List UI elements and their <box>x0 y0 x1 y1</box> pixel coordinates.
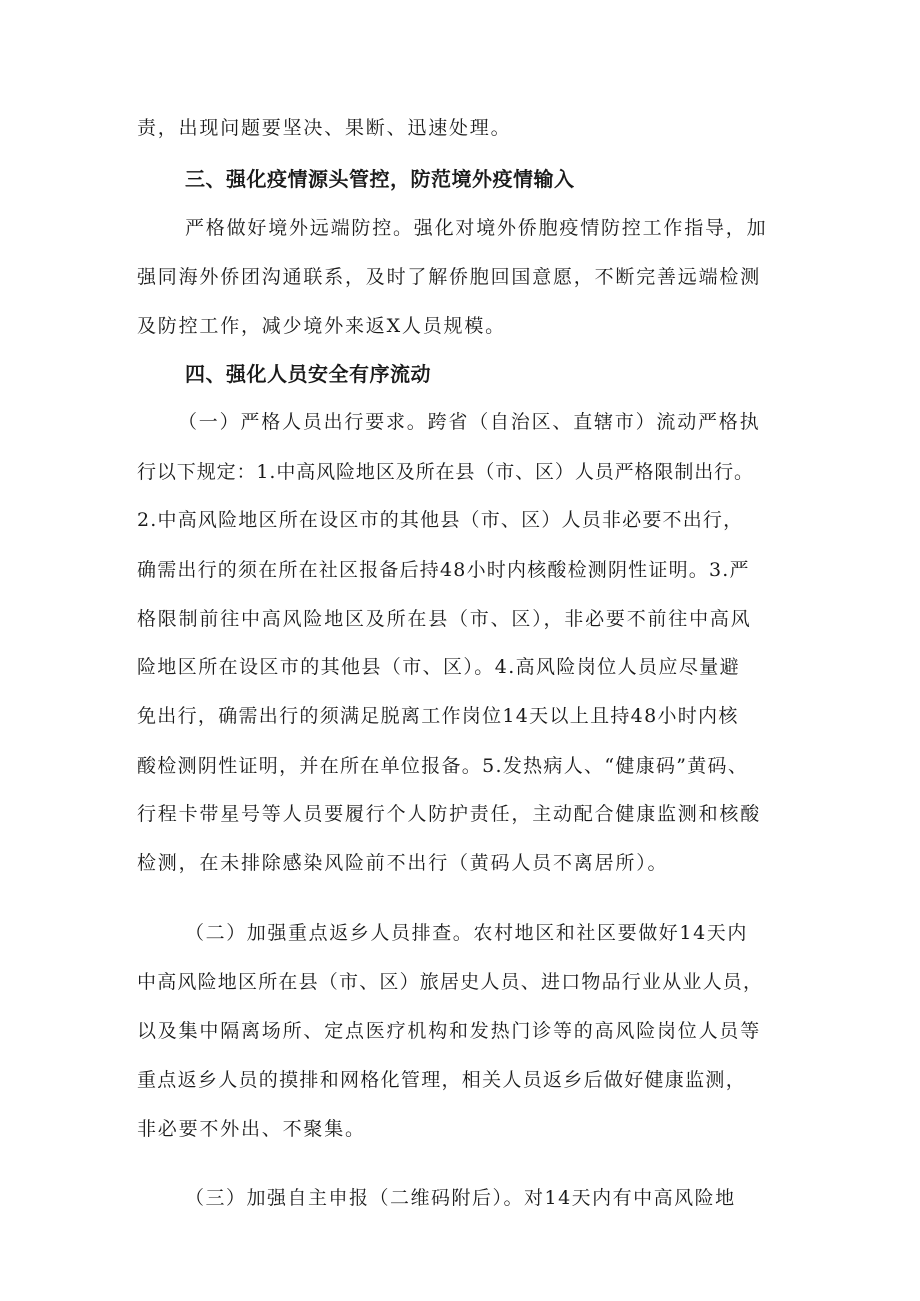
item-1-line-4: 确需出行的须在所在社区报备后持48小时内核酸检测阴性证明。3.严 <box>137 559 750 581</box>
section-3-paragraph-line-1: 严格做好境外远端防控。强化对境外侨胞疫情防控工作指导，加 <box>185 217 768 239</box>
item-2-line-4: 重点返乡人员的摸排和网格化管理，相关人员返乡后做好健康监测， <box>137 1069 747 1091</box>
item-1-line-5: 格限制前往中高风险地区及所在县（市、区），非必要不前往中高风 <box>137 608 752 630</box>
item-3-line-1: （三）加强自主申报（二维码附后）。对14天内有中高风险地 <box>185 1187 736 1209</box>
item-1-line-1: （一）严格人员出行要求。跨省（自治区、直辖市）流动严格执 <box>178 411 761 433</box>
item-1-line-8: 酸检测阴性证明，并在所在单位报备。5.发热病人、“健康码”黄码、 <box>137 755 749 777</box>
item-2-line-2: 中高风险地区所在县（市、区）旅居史人员、进口物品行业从业人员， <box>137 971 764 993</box>
item-1-line-9: 行程卡带星号等人员要履行个人防护责任，主动配合健康监测和核酸 <box>137 803 762 825</box>
section-3-paragraph-line-2: 强同海外侨团沟通联系，及时了解侨胞回国意愿，不断完善远端检测 <box>137 266 762 288</box>
item-1-line-3: 2.中高风险地区所在设区市的其他县（市、区）人员非必要不出行， <box>137 509 744 531</box>
section-heading-4: 四、强化人员安全有序流动 <box>185 362 431 386</box>
item-1-line-7: 免出行，确需出行的须满足脱离工作岗位14天以上且持48小时内核 <box>137 705 739 727</box>
paragraph-continuation-line: 责，出现问题要坚决、果断、迅速处理。 <box>137 117 512 139</box>
section-heading-3: 三、强化疫情源头管控，防范境外疫情输入 <box>185 167 575 191</box>
item-1-line-6: 险地区所在设区市的其他县（市、区）。4.高风险岗位人员应尽量避 <box>137 656 741 678</box>
item-2-line-1: （二）加强重点返乡人员排查。农村地区和社区要做好14天内 <box>185 922 748 944</box>
item-1-line-2: 行以下规定：1.中高风险地区及所在县（市、区）人员严格限制出行。 <box>137 461 754 483</box>
item-1-line-10: 检测，在未排除感染风险前不出行（黄码人员不离居所）。 <box>137 852 669 874</box>
item-2-line-3: 以及集中隔离场所、定点医疗机构和发热门诊等的高风险岗位人员等 <box>137 1020 762 1042</box>
section-3-paragraph-line-3: 及防控工作，减少境外来返X人员规模。 <box>137 315 506 337</box>
item-2-line-5: 非必要不外出、不聚集。 <box>137 1118 366 1140</box>
